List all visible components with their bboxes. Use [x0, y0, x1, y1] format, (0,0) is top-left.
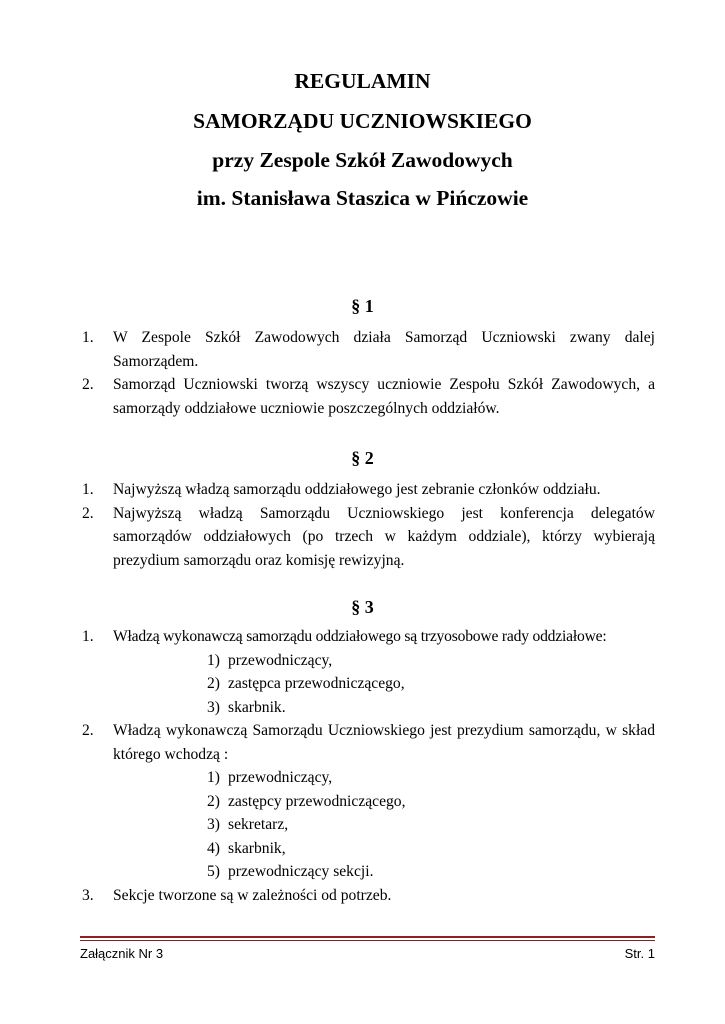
footer-page-number: Str. 1: [624, 946, 655, 961]
item-text: Sekcje tworzone są w zależności od potrzeb.: [113, 886, 392, 904]
sub-item-text: skarbnik,: [228, 839, 286, 857]
sub-item-number: 2): [207, 675, 220, 692]
footer-rule-thin: [80, 940, 655, 941]
section-1-heading: § 1: [351, 296, 374, 316]
list-item: [80, 625, 655, 649]
item-text: Władzą wykonawczą Samorządu Uczniowskiego jest prezydium samorządu, w skład którego wchodzą :: [113, 722, 655, 763]
item-text: W Zespole Szkół Zawodowych działa Samorząd Uczniowski zwany dalej Samorządem.: [113, 329, 655, 370]
sub-list-item: [80, 813, 655, 837]
sub-item-text: przewodniczący,: [228, 651, 333, 669]
sub-list-item: [80, 696, 655, 720]
item-text: Władzą wykonawczą samorządu oddziałowego są trzyosobowe rady oddziałowe:: [113, 628, 607, 645]
section-1-list: [80, 326, 655, 420]
sub-list-item: [80, 766, 655, 790]
list-item: [80, 719, 655, 766]
sub-item-number: 3): [207, 816, 220, 833]
section-2-list: [80, 478, 655, 572]
sub-item-text: skarbnik.: [228, 698, 286, 716]
sub-list-item: [80, 672, 655, 696]
list-item: [80, 326, 655, 373]
sub-item-text: sekretarz,: [228, 816, 289, 833]
item-number: 2.: [82, 376, 94, 393]
sub-item-number: 2): [207, 792, 220, 810]
list-item: [80, 502, 655, 573]
item-text: Najwyższą władzą samorządu oddziałowego jest zebranie członków oddziału.: [113, 481, 601, 498]
footer-attachment-label: Załącznik Nr 3: [80, 946, 164, 961]
sub-item-number: 1): [207, 769, 220, 786]
item-number: 2.: [82, 504, 94, 522]
sub-list-item: [80, 860, 655, 884]
item-text: Samorząd Uczniowski tworzą wszyscy uczniowie Zespołu Szkół Zawodowych, a samorządy oddziałowe uczniowie poszczególnych oddziałów.: [113, 376, 655, 417]
item-number: 3.: [82, 886, 94, 904]
sub-list-item: [80, 837, 655, 861]
list-item: [80, 884, 655, 908]
list-item: [80, 373, 655, 420]
title-line-3: przy Zespole Szkół Zawodowych: [212, 148, 513, 172]
footer-rule-thick: [80, 936, 655, 938]
item-number: 1.: [82, 329, 94, 346]
title-line-4: im. Stanisława Staszica w Pińczowie: [196, 186, 529, 210]
sub-list-item: [80, 649, 655, 673]
sub-item-text: zastępcy przewodniczącego,: [228, 792, 406, 810]
sub-item-text: przewodniczący sekcji.: [228, 863, 374, 880]
item-number: 1.: [82, 481, 94, 498]
sub-item-number: 1): [207, 651, 220, 669]
title-line-1: REGULAMIN: [294, 69, 431, 93]
item-number: 2.: [82, 722, 94, 739]
sub-item-number: 5): [207, 863, 220, 880]
section-3-list: [80, 625, 655, 907]
sub-item-text: zastępca przewodniczącego,: [228, 675, 405, 692]
item-text: Najwyższą władzą Samorządu Uczniowskiego jest konferencja delegatów samorządów oddziałowych (po trzech w każdym oddziale), którzy wybierają prezydium samorządu oraz komisję rewizyjną.: [113, 504, 655, 569]
title-line-2: SAMORZĄDU UCZNIOWSKIEGO: [193, 109, 532, 133]
section-2-heading: § 2: [351, 448, 374, 468]
item-number: 1.: [82, 628, 94, 645]
sub-list-item: [80, 790, 655, 814]
sub-item-number: 3): [207, 698, 220, 716]
list-item: [80, 478, 655, 502]
section-3-heading: § 3: [351, 597, 374, 617]
sub-item-text: przewodniczący,: [228, 769, 333, 786]
sub-item-number: 4): [207, 839, 220, 857]
